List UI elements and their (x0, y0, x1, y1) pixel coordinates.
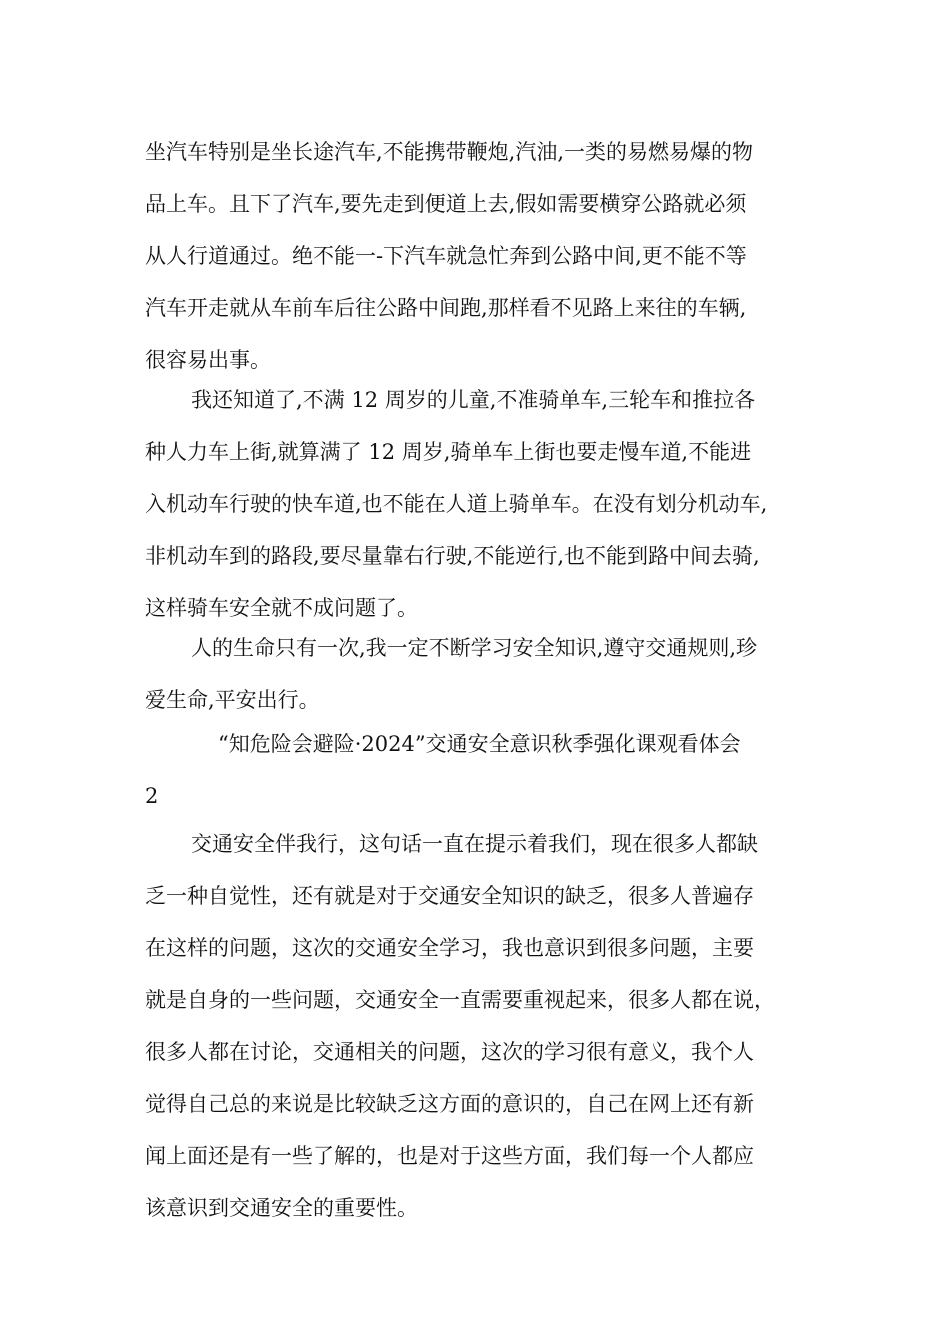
text-line: 乏一种自觉性，还有就是对于交通安全知识的缺乏，很多人普遍存 (145, 884, 754, 908)
section-title-number: 2 (145, 784, 159, 808)
text-line: 这样骑车安全就不成问题了。 (145, 596, 418, 620)
text-line: 很多人都在讨论，交通相关的问题，这次的学习很有意义，我个人 (145, 1040, 754, 1064)
text-line: 就是自身的一些问题，交通安全一直需要重视起来，很多人都在说， (145, 988, 775, 1012)
text-line: 该意识到交通安全的重要性。 (145, 1196, 418, 1220)
text-line: 入机动车行驶的快车道,也不能在人道上骑单车。在没有划分机动车, (145, 492, 768, 516)
paragraph-traffic-safety-reflection (145, 818, 815, 1234)
text-line: 闻上面还是有一些了解的，也是对于这些方面，我们每一个人都应 (145, 1144, 754, 1168)
paragraph-bus-safety (145, 126, 815, 386)
paragraph-conclusion (145, 622, 815, 726)
section-title (145, 718, 815, 822)
text-line: 从人行道通过。绝不能一-下汽车就急忙奔到公路中间,更不能不等 (145, 244, 747, 268)
text-line: 品上车。且下了汽车,要先走到便道上去,假如需要横穿公路就必须 (145, 192, 747, 216)
section-title-text: “知危险会避险·2024”交通安全意识秋季强化课观看体会 (218, 732, 741, 756)
text-line: 坐汽车特别是坐长途汽车,不能携带鞭炮,汽油,一类的易燃易爆的物 (145, 140, 754, 164)
text-line: 交通安全伴我行，这句话一直在提示着我们，现在很多人都缺 (191, 832, 758, 856)
text-line: 在这样的问题，这次的交通安全学习，我也意识到很多问题，主要 (145, 936, 754, 960)
text-line: 汽车开走就从车前车后往公路中间跑,那样看不见路上来往的车辆, (145, 296, 747, 320)
text-line: 爱生命,平安出行。 (145, 688, 320, 712)
text-line: 非机动车到的路段,要尽量靠右行驶,不能逆行,也不能到路中间去骑, (145, 544, 760, 568)
text-line: 觉得自己总的来说是比较缺乏这方面的意识的，自己在网上还有新 (145, 1092, 754, 1116)
text-line: 人的生命只有一次,我一定不断学习安全知识,遵守交通规则,珍 (191, 636, 758, 660)
paragraph-bicycle-rules (145, 374, 815, 634)
text-line: 我还知道了,不满 12 周岁的儿童,不准骑单车,三轮车和推拉各 (191, 388, 756, 412)
text-line: 很容易出事。 (145, 348, 271, 372)
text-line: 种人力车上街,就算满了 12 周岁,骑单车上街也要走慢车道,不能进 (145, 440, 752, 464)
